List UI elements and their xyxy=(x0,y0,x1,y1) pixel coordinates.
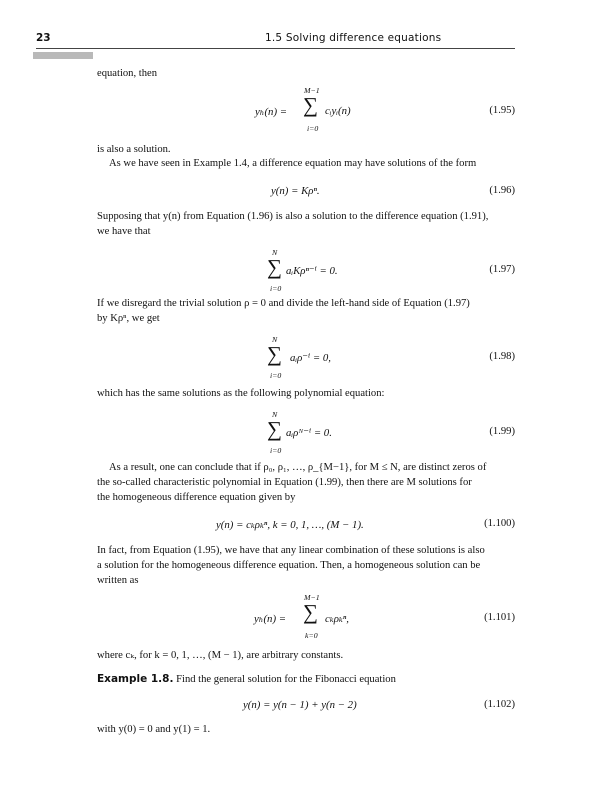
equation-number: (1.97) xyxy=(489,264,515,275)
equation-number: (1.101) xyxy=(484,612,515,623)
paragraph: If we disregard the trivial solution ρ = 0 and divide the left-hand side of Equation (1.97) xyxy=(97,298,470,309)
example-heading xyxy=(97,672,396,687)
paragraph: a solution for the homogeneous difference equation. Then, a homogeneous solution can be xyxy=(97,560,481,571)
page-number: 23 xyxy=(36,32,51,44)
paragraph: by Kρⁿ, we get xyxy=(97,313,160,324)
equation-number: (1.100) xyxy=(484,518,515,529)
equation-number: (1.99) xyxy=(489,426,515,437)
paragraph: the homogeneous difference equation given by xyxy=(97,492,296,503)
paragraph: As a result, one can conclude that if ρ₀, ρ₁, …, ρ_{M−1}, for M ≤ N, are distinct zeros of xyxy=(109,462,487,473)
example-text: Find the general solution for the Fibonacci equation xyxy=(176,674,396,685)
paragraph: which has the same solutions as the following polynomial equation: xyxy=(97,388,385,399)
summation-sign: ∑ xyxy=(267,255,282,279)
equation-number: (1.98) xyxy=(489,351,515,362)
summation-sign: ∑ xyxy=(267,417,282,441)
paragraph: Supposing that y(n) from Equation (1.96) is also a solution to the difference equation (1.91), xyxy=(97,211,489,222)
summation-sign: ∑ xyxy=(303,600,318,624)
paragraph: where cₖ, for k = 0, 1, …, (M − 1), are arbitrary constants. xyxy=(97,650,344,661)
equation-number: (1.95) xyxy=(489,105,515,116)
equation-number: (1.96) xyxy=(489,185,515,196)
paragraph: is also a solution. xyxy=(97,144,171,155)
paragraph: In fact, from Equation (1.95), we have that any linear combination of these solutions is also xyxy=(97,545,485,556)
paragraph: the so-called characteristic polynomial in Equation (1.99), then there are M solutions for xyxy=(97,477,472,488)
equation-number: (1.102) xyxy=(484,699,515,710)
paragraph: equation, then xyxy=(97,68,158,79)
example-label: Example 1.8. xyxy=(97,673,174,685)
paragraph: with y(0) = 0 and y(1) = 1. xyxy=(97,724,211,735)
summation-sign: ∑ xyxy=(267,342,282,366)
paragraph: we have that xyxy=(97,226,151,237)
paragraph: written as xyxy=(97,575,139,586)
running-title: 1.5 Solving difference equations xyxy=(265,32,442,44)
summation-sign: ∑ xyxy=(303,93,318,117)
running-header xyxy=(36,30,515,49)
paragraph: As we have seen in Example 1.4, a difference equation may have solutions of the form xyxy=(109,158,477,169)
section-marker-bar xyxy=(33,52,93,59)
